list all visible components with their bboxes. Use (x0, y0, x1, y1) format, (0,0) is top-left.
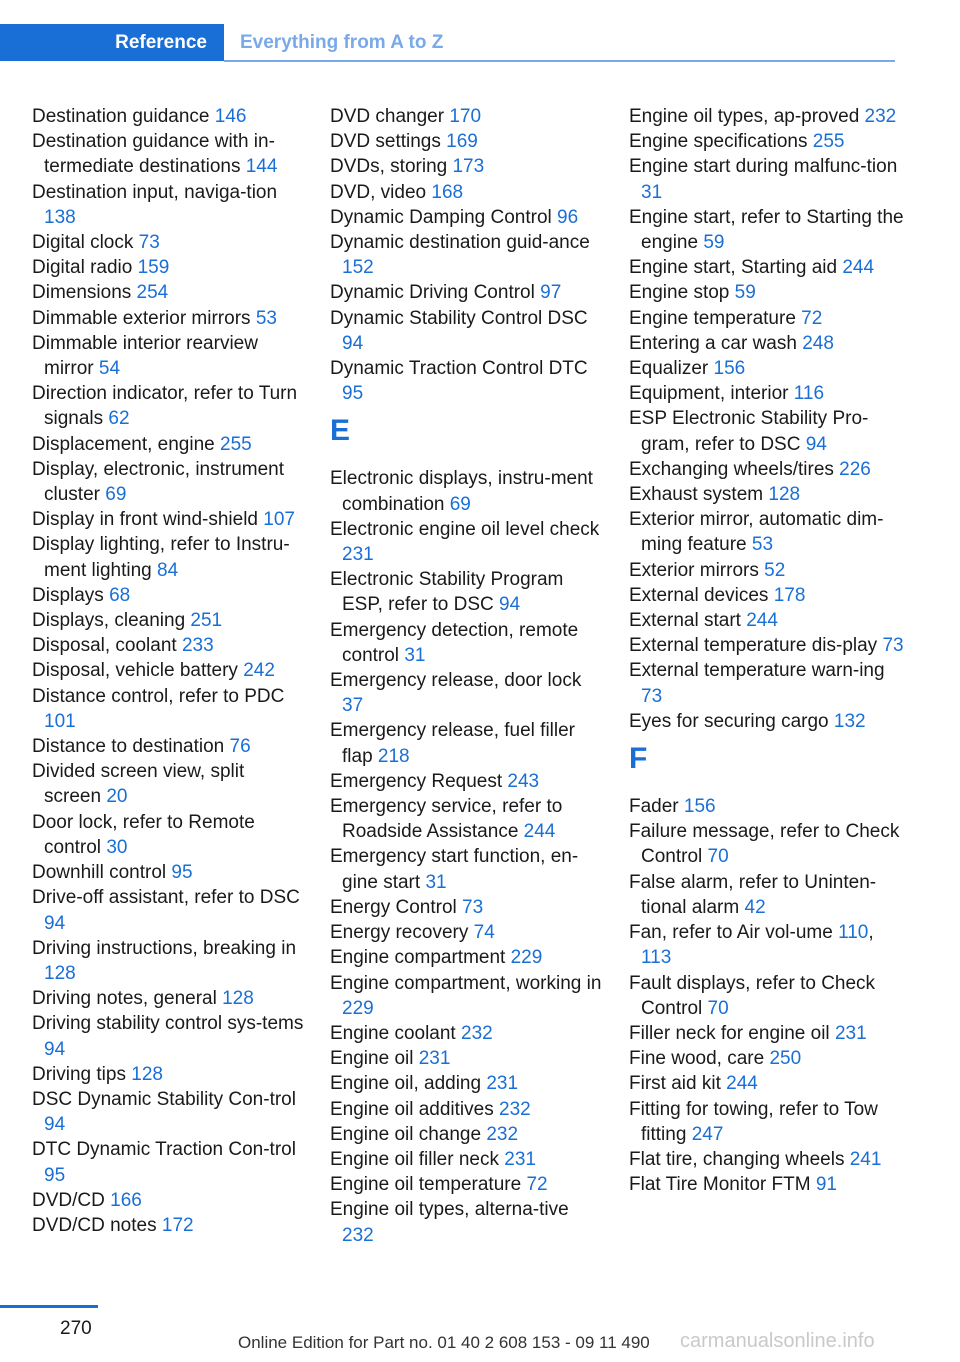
index-entry (330, 466, 605, 516)
index-entry (330, 668, 605, 718)
entry-term: Emergency service, refer to Roadside Assistance (330, 796, 563, 843)
index-entry (629, 205, 904, 255)
page-link[interactable]: 244 (842, 257, 875, 279)
index-entry (330, 1071, 605, 1096)
page-link[interactable]: 242 (243, 660, 275, 682)
entry-term: Downhill control (32, 862, 172, 884)
index-column-2 (330, 104, 605, 1248)
index-entry (32, 583, 304, 608)
page-link[interactable]: 96 (557, 206, 579, 228)
entry-term: Entering a car wash (629, 332, 803, 354)
page-link[interactable]: 138 (44, 206, 76, 228)
entry-term: Dynamic Damping Control (330, 206, 558, 228)
page-link[interactable]: 128 (222, 988, 254, 1010)
index-entry (330, 618, 605, 668)
entry-term: Dynamic Driving Control (330, 282, 541, 304)
entry-term: Digital clock (32, 232, 139, 254)
page-link[interactable]: 241 (849, 1148, 882, 1170)
page-link[interactable]: 69 (449, 493, 471, 515)
index-entry (32, 331, 304, 381)
entry-term: DVD/CD notes (32, 1214, 162, 1236)
page-link[interactable]: 30 (106, 836, 128, 858)
page-link[interactable]: 59 (703, 232, 725, 254)
entry-term: Engine start during malfunc-tion (629, 156, 898, 178)
section-tab: Reference (0, 24, 224, 61)
page-link[interactable]: 70 (707, 846, 729, 868)
page-link[interactable]: 107 (263, 509, 295, 531)
page-link[interactable]: 72 (526, 1174, 548, 1196)
entry-term: Fan, refer to Air vol-ume (629, 922, 839, 944)
index-entry (330, 895, 605, 920)
entry-term: Displays (32, 584, 110, 606)
entry-term: Electronic engine oil level check (330, 518, 600, 540)
entry-term: Destination guidance with in-termediate destinations (32, 131, 275, 178)
entry-term: Engine compartment, working in (330, 972, 602, 994)
page-link[interactable]: 231 (418, 1048, 451, 1070)
page-link[interactable]: 232 (342, 1224, 374, 1246)
index-entry (629, 507, 904, 557)
entry-term: Engine oil types, ap-proved (629, 106, 865, 127)
index-entry (629, 356, 904, 381)
index-entry (330, 769, 605, 794)
index-entry (32, 1062, 304, 1087)
page-link[interactable]: 54 (98, 358, 121, 380)
entry-term: Digital radio (32, 257, 138, 279)
index-entry (629, 381, 904, 406)
page-link[interactable]: 170 (449, 106, 482, 127)
entry-term: Exchanging wheels/tires (629, 458, 840, 480)
entry-term: Direction indicator, refer to Turn signals (32, 383, 298, 430)
page-link[interactable]: 76 (229, 736, 251, 758)
index-entry (330, 104, 605, 129)
entry-term: Engine temperature (629, 307, 802, 329)
page-link[interactable]: 152 (342, 257, 374, 279)
index-entry (32, 608, 304, 633)
page-link[interactable]: 95 (44, 1164, 66, 1186)
entry-term: DVD changer (330, 106, 450, 127)
index-entry (330, 180, 605, 205)
page-link[interactable]: 73 (641, 685, 663, 707)
page-link[interactable]: 250 (769, 1048, 802, 1070)
index-entry (629, 1097, 904, 1147)
index-entry (629, 255, 904, 280)
page-link[interactable]: 247 (691, 1123, 724, 1145)
page-link[interactable]: 73 (462, 896, 484, 918)
page-link[interactable]: 113 (641, 947, 672, 969)
index-entry (330, 205, 605, 230)
index-entry (330, 971, 605, 1021)
index-entry (32, 230, 304, 255)
page-link[interactable]: 116 (793, 383, 825, 405)
page-link[interactable]: 70 (707, 997, 729, 1019)
entry-term: Destination guidance (32, 106, 215, 127)
index-entry (32, 759, 304, 809)
page-link[interactable]: 68 (109, 584, 131, 606)
entry-term: DVD, video (330, 181, 432, 203)
page-link[interactable]: 233 (181, 635, 214, 657)
index-entry (629, 306, 904, 331)
entry-term: Electronic displays, instru-ment combination (330, 468, 593, 515)
page-link[interactable]: 94 (342, 332, 364, 354)
index-entry (32, 129, 304, 179)
entry-term: Disposal, vehicle battery (32, 660, 244, 682)
page-link[interactable]: 232 (461, 1022, 493, 1044)
page-link[interactable]: 94 (44, 1038, 66, 1060)
page-link[interactable]: 73 (882, 635, 904, 657)
page-link[interactable]: 254 (136, 282, 169, 304)
page-link[interactable]: 31 (641, 181, 663, 203)
entry-term: DSC Dynamic Stability Con-trol (32, 1088, 296, 1110)
index-entry (32, 1087, 304, 1137)
footer-rule (0, 1305, 98, 1308)
page-separator: , (868, 922, 874, 944)
page-link[interactable]: 159 (137, 257, 170, 279)
page-link[interactable]: 31 (404, 644, 426, 666)
page-link[interactable]: 169 (446, 131, 478, 153)
entry-term: Distance to destination (32, 736, 230, 758)
entry-term: Engine coolant (330, 1022, 461, 1044)
page-link[interactable]: 95 (171, 862, 193, 884)
index-entry (629, 1021, 904, 1046)
entry-term: Fader (629, 796, 684, 818)
entry-term: DVD settings (330, 131, 447, 153)
index-entry (629, 608, 904, 633)
page-link[interactable]: 110 (838, 922, 869, 944)
page-link[interactable]: 248 (802, 332, 834, 354)
index-entry (629, 331, 904, 356)
page-link[interactable]: 73 (138, 232, 160, 254)
page-link[interactable]: 172 (161, 1214, 194, 1236)
index-entry (629, 482, 904, 507)
page-link[interactable]: 231 (504, 1148, 536, 1170)
index-entry (629, 129, 904, 154)
entry-term: Driving stability control sys-tems (32, 1013, 304, 1035)
entry-term: Failure message, refer to Check Control (629, 821, 900, 868)
page-link[interactable]: 255 (812, 131, 845, 153)
entry-term: Destination input, naviga-tion (32, 181, 278, 203)
index-entry (629, 154, 904, 204)
entry-term: Fitting for towing, refer to Tow fitting (629, 1098, 878, 1145)
index-entry (32, 280, 304, 305)
page-link[interactable]: 72 (801, 307, 823, 329)
index-entry (32, 633, 304, 658)
page-link[interactable]: 128 (768, 484, 801, 506)
entry-term: Display, electronic, instrument cluster (32, 458, 285, 506)
index-entry (330, 794, 605, 844)
index-entry (32, 1011, 304, 1061)
page-link[interactable]: 231 (834, 1022, 867, 1044)
entry-term: Electronic Stability Program ESP, refer to DSC (330, 569, 564, 616)
page-link[interactable]: 244 (726, 1073, 758, 1095)
entry-term: Dynamic destination guid-ance (330, 232, 590, 254)
page-link[interactable]: 178 (773, 584, 806, 606)
entry-term: Driving instructions, breaking in (32, 937, 297, 959)
page-link[interactable]: 53 (751, 534, 774, 556)
index-column-3 (629, 104, 904, 1197)
entry-term: Driving tips (32, 1063, 132, 1085)
page-link[interactable]: 74 (473, 922, 495, 944)
index-entry (32, 507, 304, 532)
page-number: 270 (60, 1318, 92, 1339)
page-link[interactable]: 229 (510, 947, 543, 969)
index-entry (32, 734, 304, 759)
index-entry (330, 517, 605, 567)
index-entry (32, 180, 304, 230)
index-entry (32, 684, 304, 734)
index-entry (629, 104, 904, 129)
index-entry (330, 1197, 605, 1247)
page-link[interactable]: 53 (255, 307, 277, 329)
index-entry (629, 558, 904, 583)
header-rule (224, 60, 895, 62)
entry-term: Divided screen view, split screen (32, 761, 245, 808)
index-entry (629, 1046, 904, 1071)
entry-term: DTC Dynamic Traction Con-trol (32, 1139, 296, 1161)
index-entry (629, 870, 904, 920)
entry-term: Engine specifications (629, 131, 813, 153)
entry-term: Engine oil temperature (330, 1174, 527, 1196)
page-link[interactable]: 244 (746, 610, 778, 632)
page-link[interactable]: 229 (342, 997, 374, 1019)
entry-term: Energy Control (330, 896, 463, 918)
entry-term: Driving notes, general (32, 988, 223, 1010)
index-entry (330, 1097, 605, 1122)
index-entry (330, 1021, 605, 1046)
index-entry (330, 306, 605, 356)
page-link[interactable]: 226 (839, 458, 871, 480)
entry-term: Filler neck for engine oil (629, 1022, 835, 1044)
index-letter-heading: E (330, 414, 351, 448)
index-entry (32, 1188, 304, 1213)
entry-term: Dynamic Traction Control DTC (330, 358, 588, 380)
index-entry (32, 658, 304, 683)
index-entry (32, 1213, 304, 1238)
page-link[interactable]: 232 (864, 106, 897, 127)
entry-term: Engine oil change (330, 1123, 487, 1145)
entry-term: Distance control, refer to PDC (32, 685, 285, 707)
entry-term: Exterior mirrors (629, 559, 765, 581)
entry-term: Display in front wind-shield (32, 509, 264, 531)
entry-term: Engine oil types, alterna-tive (330, 1199, 569, 1221)
entry-term: Door lock, refer to Remote control (32, 811, 255, 858)
index-entry (330, 920, 605, 945)
entry-term: Display lighting, refer to Instru-ment lighting (32, 534, 290, 581)
entry-term: Fine wood, care (629, 1048, 770, 1070)
page-link[interactable]: 156 (683, 796, 716, 818)
page-link[interactable]: 94 (44, 1114, 66, 1136)
index-entry (629, 709, 904, 734)
page-link[interactable]: 231 (342, 544, 374, 566)
page-link[interactable]: 166 (110, 1189, 142, 1211)
index-entry (629, 1172, 904, 1197)
entry-term: Engine start, refer to Starting the engine (629, 206, 904, 254)
entry-term: Fault displays, refer to Check Control (629, 972, 876, 1019)
index-entry (330, 154, 605, 179)
entry-term: DVD/CD (32, 1189, 111, 1211)
page-link[interactable]: 42 (744, 896, 766, 918)
index-entry (330, 1046, 605, 1071)
index-entry (629, 920, 904, 970)
page-link[interactable]: 59 (734, 282, 756, 304)
index-entry (330, 718, 605, 768)
page-link[interactable]: 94 (44, 912, 66, 934)
page-link[interactable]: 156 (713, 358, 746, 380)
page-link[interactable]: 31 (425, 871, 447, 893)
index-entry (32, 306, 304, 331)
index-entry (629, 819, 904, 869)
entry-term: Dimmable interior rearview mirror (32, 332, 258, 380)
watermark: carmanualsonline.info (680, 1330, 875, 1352)
entry-term: Emergency start function, en-gine start (330, 846, 579, 893)
index-column-1 (32, 104, 304, 1238)
index-entry (330, 1147, 605, 1172)
index-entry (629, 1147, 904, 1172)
entry-term: Displays, cleaning (32, 610, 191, 632)
entry-term: Exhaust system (629, 484, 769, 506)
index-entry (629, 633, 904, 658)
page-link[interactable]: 37 (342, 695, 364, 717)
page-link[interactable]: 243 (507, 770, 540, 792)
entry-term: Engine oil filler neck (330, 1148, 505, 1170)
page-link[interactable]: 101 (44, 710, 76, 732)
index-entry (629, 1071, 904, 1096)
page-link[interactable]: 95 (342, 383, 364, 405)
entry-term: Disposal, coolant (32, 635, 182, 657)
page-link[interactable]: 244 (523, 821, 556, 843)
entry-term: DVDs, storing (330, 156, 453, 178)
index-entry (330, 356, 605, 406)
page-link[interactable]: 128 (131, 1063, 163, 1085)
entry-term: Engine stop (629, 282, 735, 304)
index-entry (32, 1137, 304, 1187)
index-entry (629, 971, 904, 1021)
index-entry (629, 457, 904, 482)
page-link[interactable]: 173 (452, 156, 485, 178)
page-link[interactable]: 94 (805, 433, 827, 455)
entry-term: Emergency Request (330, 770, 508, 792)
index-letter-heading: F (629, 742, 648, 776)
page-link[interactable]: 232 (486, 1123, 519, 1145)
entry-term: Equalizer (629, 358, 714, 380)
page-link[interactable]: 20 (106, 786, 128, 808)
index-entry (32, 810, 304, 860)
index-entry (330, 844, 605, 894)
index-entry (330, 230, 605, 280)
index-entry (629, 583, 904, 608)
index-entry (629, 658, 904, 708)
page-link[interactable]: 146 (214, 106, 247, 127)
entry-term: Dynamic Stability Control DSC (330, 307, 588, 329)
entry-term: Energy recovery (330, 922, 474, 944)
entry-term: Equipment, interior (629, 383, 794, 405)
entry-term: External devices (629, 584, 774, 606)
page-link[interactable]: 144 (245, 156, 278, 178)
index-entry (330, 129, 605, 154)
entry-term: External start (629, 610, 747, 632)
index-entry (330, 1122, 605, 1147)
page-link[interactable]: 94 (499, 594, 521, 616)
page-link[interactable]: 218 (377, 745, 410, 767)
page-link[interactable]: 231 (486, 1073, 519, 1095)
entry-term: Engine oil, adding (330, 1073, 487, 1095)
entry-term: Dimensions (32, 282, 137, 304)
index-entry (330, 567, 605, 617)
page-link[interactable]: 128 (44, 962, 76, 984)
entry-term: Emergency release, door lock (330, 670, 582, 692)
page-header (0, 24, 895, 62)
entry-term: ESP Electronic Stability Pro-gram, refer to DSC (629, 408, 869, 455)
page-link[interactable]: 251 (190, 610, 223, 632)
entry-term: Emergency detection, remote control (330, 619, 579, 666)
page-link[interactable]: 52 (764, 559, 786, 581)
entry-term: False alarm, refer to Uninten-tional alarm (629, 871, 877, 918)
page-link[interactable]: 255 (220, 433, 252, 455)
index-entry (330, 280, 605, 305)
page-link[interactable]: 232 (499, 1098, 531, 1120)
page-link[interactable]: 97 (540, 282, 562, 304)
entry-term: Displacement, engine (32, 433, 220, 455)
entry-term: Engine oil additives (330, 1098, 499, 1120)
entry-term: Flat tire, changing wheels (629, 1148, 850, 1170)
page-link[interactable]: 91 (815, 1174, 837, 1196)
index-entry (32, 986, 304, 1011)
entry-term: Engine oil (330, 1048, 419, 1070)
edition-note: Online Edition for Part no. 01 40 2 608 153 - 09 11 490 (238, 1333, 650, 1352)
page-link[interactable]: 84 (157, 559, 179, 581)
page-link[interactable]: 69 (105, 484, 127, 506)
index-entry (629, 280, 904, 305)
page-link[interactable]: 62 (108, 408, 130, 430)
entry-term: First aid kit (629, 1073, 727, 1095)
page-link[interactable]: 168 (431, 181, 464, 203)
entry-term: Engine start, Starting aid (629, 257, 843, 279)
index-entry (32, 457, 304, 507)
subsection-title: Everything from A to Z (240, 31, 444, 53)
index-entry (32, 255, 304, 280)
index-entry (32, 885, 304, 935)
index-entry (330, 945, 605, 970)
entry-term: External temperature warn-ing (629, 660, 885, 682)
entry-term: Exterior mirror, automatic dim-ming feature (629, 509, 884, 556)
index-entry (32, 936, 304, 986)
entry-term: Eyes for securing cargo (629, 710, 834, 732)
entry-term: Dimmable exterior mirrors (32, 307, 256, 329)
entry-term: Drive-off assistant, refer to DSC (32, 887, 300, 909)
index-entry (330, 1172, 605, 1197)
index-entry (32, 532, 304, 582)
index-entry (629, 406, 904, 456)
index-entry (32, 432, 304, 457)
entry-term: External temperature dis-play (629, 635, 883, 657)
page-link[interactable]: 132 (833, 710, 866, 732)
index-entry (32, 104, 304, 129)
entry-term: Engine compartment (330, 947, 511, 969)
index-entry (32, 381, 304, 431)
entry-term: Flat Tire Monitor FTM (629, 1174, 816, 1196)
index-entry (629, 794, 904, 819)
entry-term: Emergency release, fuel filler flap (330, 720, 575, 767)
index-entry (32, 860, 304, 885)
